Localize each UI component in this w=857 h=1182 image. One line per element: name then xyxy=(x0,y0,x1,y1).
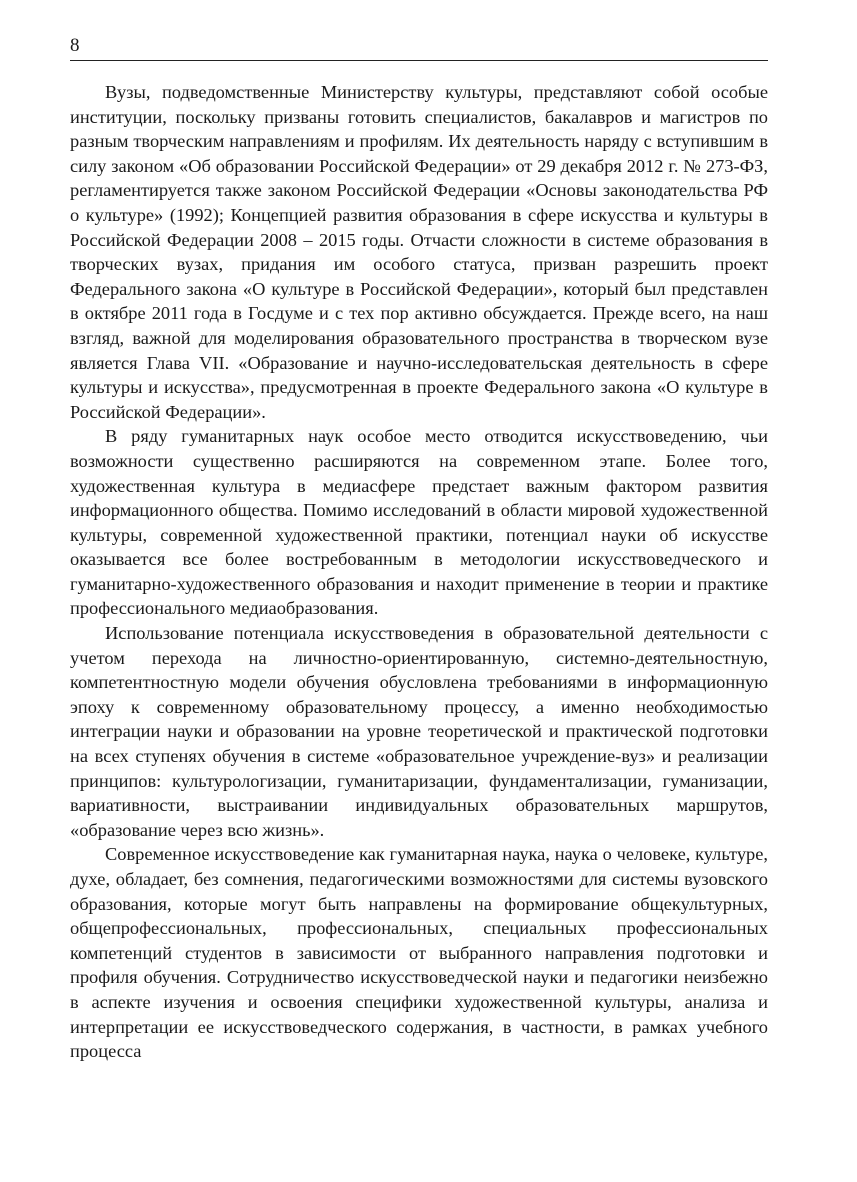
page-number: 8 xyxy=(70,35,80,56)
text-body xyxy=(70,80,768,1064)
paragraph-1: Вузы, подведомственные Министерству культуры, представляют собой особые институции, поскольку призваны готовить специалистов, бакалавров и магистров по разным творческим направлениям и профилям. Их деятельность наряду с вступившим в силу законом «Об образовании Российской Федерации» от 29 декабря 2012 г. № 273-ФЗ, регламентируется также законом Российской Федерации «Основы законодательства РФ о культуре» (1992); Концепцией развития образования в сфере искусства и культуры в Российской Федерации 2008 – 2015 годы. Отчасти сложности в системе образования в творческих вузах, придания им особого статуса, призван разрешить проект Федерального закона «О культуре в Российской Федерации», который был представлен в октябре 2011 года в Госдуме и с тех пор активно обсуждается. Прежде всего, на наш взгляд, важной для моделирования образовательного пространства в творческом вузе является Глава VII. «Образование и научно-исследовательская деятельность в сфере культуры и искусства», предусмотренная в проекте Федерального закона «О культуре в Российской Федерации». xyxy=(70,82,768,422)
paragraph-4: Современное искусствоведение как гуманитарная наука, наука о человеке, культуре, духе, обладает, без сомнения, педагогическими возможностями для системы вузовского образования, которые могут быть направлены на формирование общекультурных, общепрофессиональных, профессиональных, специальных профессиональных компетенций студентов в зависимости от выбранного направления подготовки и профиля обучения. Сотрудничество искусствоведческой науки и педагогики неизбежно в аспекте изучения и освоения специфики художественной культуры, анализа и интерпретации ее искусствоведческого содержания, в частности, в рамках учебного процесса xyxy=(70,844,768,1062)
header-rule xyxy=(70,60,768,61)
paragraph-2: В ряду гуманитарных наук особое место отводится искусствоведению, чьи возможности существенно расширяются на современном этапе. Более того, художественная культура в медиасфере предстает важным фактором развития информационного общества. Помимо исследований в области мировой художественной культуры, современной художественной практики, потенциал науки об искусстве оказывается все более востребованным в методологии искусствоведческого и гуманитарно-художественного образования и находит применение в теории и практике профессионального медиаобразования. xyxy=(70,426,768,619)
paragraph-3: Использование потенциала искусствоведения в образовательной деятельности с учетом перехода на личностно-ориентированную, системно-деятельностную, компетентностную модели обучения обусловлена требованиями в информационную эпоху к современному образовательному процессу, а именно необходимостью интеграции науки и образовании на уровне теоретической и практической подготовки на всех ступенях обучения в системе «образовательное учреждение-вуз» и реализации принципов: культурологизации, гуманитаризации, фундаментализации, гуманизации, вариативности, выстраивании индивидуальных образовательных маршрутов, «образование через всю жизнь». xyxy=(70,623,768,840)
page-header xyxy=(70,34,768,62)
